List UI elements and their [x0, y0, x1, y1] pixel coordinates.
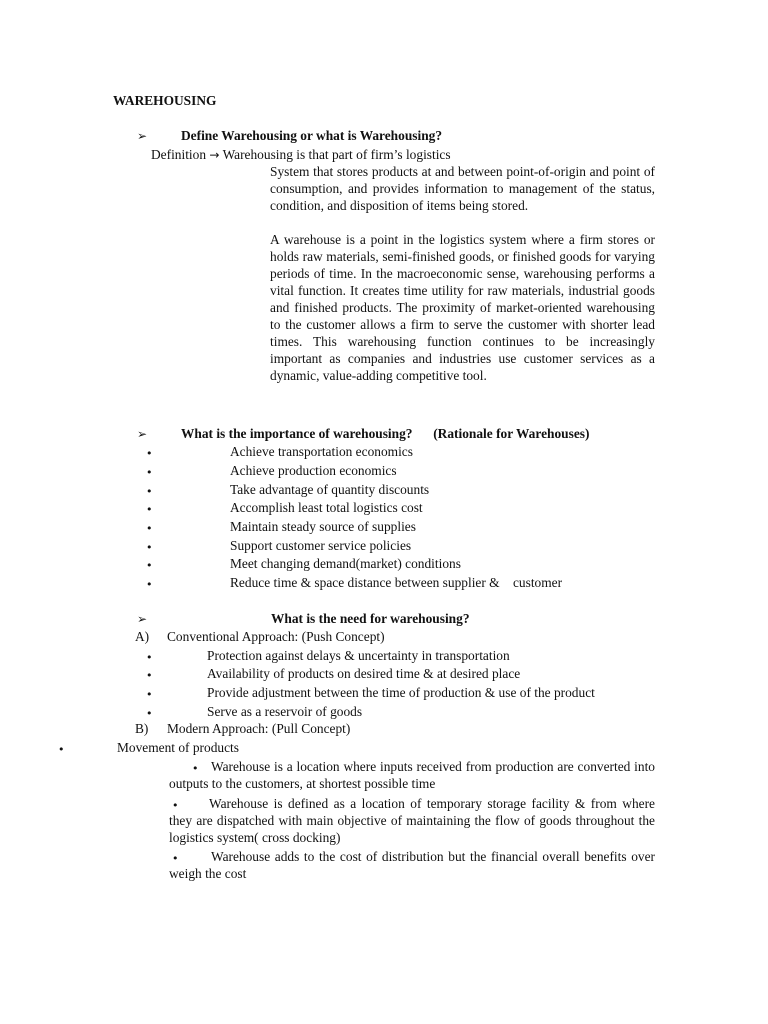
bullet-icon: •	[146, 688, 153, 701]
definition-paragraph-2: A warehouse is a point in the logistics system where a firm stores or holds raw materials, semi-finished goods, or finished goods for varying periods of time. In the macroeconomic sense, warehousing performs a vital function. It creates time utility for raw materials, industrial goods and finished products. The proximity of market-oriented warehousing to the customer allows a firm to serve the customer with shorter lead times. This warehousing function continues to be increasingly important as companies and industries use customer services as a dynamic, value-adding competitive tool.	[270, 232, 655, 383]
definition-label: Definition	[151, 147, 207, 162]
list-item: Meet changing demand(market) conditions	[230, 556, 461, 571]
arrow-icon: ➢	[137, 612, 148, 626]
list-item: Achieve production economics	[230, 463, 397, 478]
page-title: WAREHOUSING	[113, 93, 217, 108]
arrow-icon: ➢	[137, 427, 148, 441]
list-item: Accomplish least total logistics cost	[230, 500, 423, 515]
bullet-icon: •	[146, 485, 153, 498]
list-item: Warehouse is a location where inputs received from production are converted into outputs to the customers, at shortest possible time	[169, 759, 655, 791]
bullet-icon: •	[146, 522, 153, 535]
definition-text: Warehousing is that part of firm’s logistics	[222, 147, 451, 162]
approach-b-text: Modern Approach: (Pull Concept)	[167, 721, 351, 736]
bullet-icon: •	[146, 466, 153, 479]
bullet-icon: •	[146, 447, 153, 460]
bullet-icon: •	[146, 578, 153, 591]
list-item: Availability of products on desired time & at desired place	[207, 666, 521, 681]
bullet-icon: •	[146, 707, 153, 720]
definition-line	[151, 146, 451, 164]
bullet-icon: •	[146, 541, 153, 554]
movement-of-products: Movement of products	[117, 740, 239, 755]
bullet-icon: •	[192, 762, 199, 775]
section-heading-define: Define Warehousing or what is Warehousing?	[181, 128, 443, 143]
list-item: Provide adjustment between the time of production & use of the product	[207, 685, 595, 700]
importance-heading: What is the importance of warehousing?	[181, 426, 413, 441]
approach-a-label: A)	[135, 629, 150, 644]
bullet-icon: •	[58, 743, 65, 756]
definition-paragraph-1: System that stores products at and between point-of-origin and point of consumption, and provides information to management of the status, condition, and disposition of items being stored.	[270, 164, 655, 213]
approach-b-label: B)	[135, 721, 149, 736]
bullet-icon: •	[146, 669, 153, 682]
importance-subheading: (Rationale for Warehouses)	[433, 426, 590, 441]
list-item: Take advantage of quantity discounts	[230, 482, 430, 497]
right-arrow-icon: →	[209, 148, 220, 162]
bullet-icon: •	[172, 799, 179, 812]
approach-a-text: Conventional Approach: (Push Concept)	[167, 629, 385, 644]
list-item: Warehouse is defined as a location of temporary storage facility & from where they are dispatched with main objective of maintaining the flow of goods throughout the logistics system( cross docking)	[169, 796, 655, 845]
bullet-icon: •	[146, 559, 153, 572]
bullet-icon: •	[172, 852, 179, 865]
section-heading-importance	[181, 425, 589, 442]
bullet-icon: •	[146, 651, 153, 664]
list-item: Protection against delays & uncertainty in transportation	[207, 648, 510, 663]
list-item: Reduce time & space distance between supplier & customer	[230, 575, 563, 590]
arrow-icon: ➢	[137, 129, 148, 143]
list-item: Serve as a reservoir of goods	[207, 704, 363, 719]
list-item: Maintain steady source of supplies	[230, 519, 416, 534]
section-heading-need: What is the need for warehousing?	[271, 611, 470, 626]
list-item: Achieve transportation economics	[230, 444, 413, 459]
bullet-icon: •	[146, 503, 153, 516]
list-item: Warehouse adds to the cost of distribution but the financial overall benefits over weigh the cost	[169, 849, 655, 881]
list-item: Support customer service policies	[230, 538, 412, 553]
